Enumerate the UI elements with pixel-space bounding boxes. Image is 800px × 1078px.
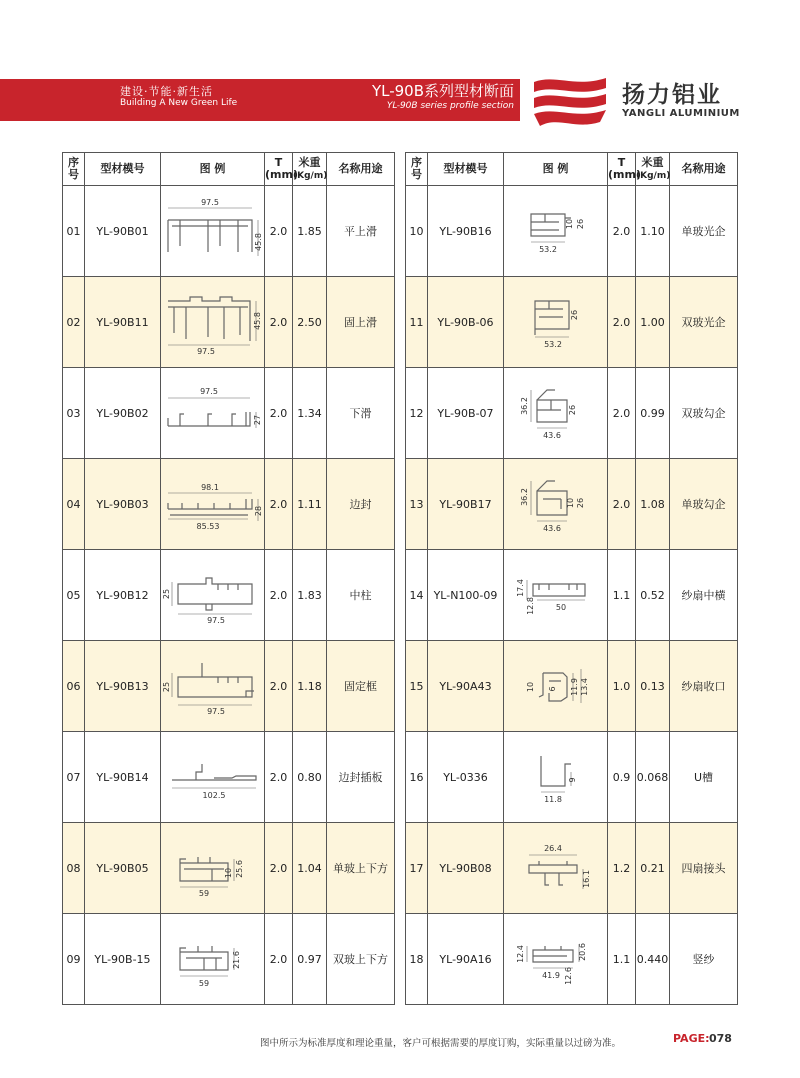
model-cell: YL-90B13 xyxy=(85,641,161,732)
svg-text:10: 10 xyxy=(564,218,574,230)
svg-text:16.1: 16.1 xyxy=(581,870,591,888)
profile-drawing xyxy=(162,469,264,539)
table-row xyxy=(406,277,738,368)
svg-text:36.2: 36.2 xyxy=(519,488,529,506)
thickness-cell: 1.1 xyxy=(608,914,636,1005)
weight-cell: 0.440 xyxy=(636,914,670,1005)
seq-cell: 07 xyxy=(63,732,85,823)
profile-table-right xyxy=(405,152,738,1005)
table-row xyxy=(406,823,738,914)
usage-cell: 四扇接头 xyxy=(670,823,738,914)
usage-cell: 单玻勾企 xyxy=(670,459,738,550)
profile-drawing xyxy=(505,924,607,994)
model-cell: YL-90B17 xyxy=(428,459,504,550)
svg-text:21.6: 21.6 xyxy=(231,951,241,969)
seq-cell: 11 xyxy=(406,277,428,368)
table-header-row xyxy=(63,153,395,186)
weight-cell: 1.18 xyxy=(293,641,327,732)
thickness-cell: 2.0 xyxy=(265,186,293,277)
brand-name-en: YANGLI ALUMINIUM xyxy=(622,108,740,119)
slogan-en: Building A New Green Life xyxy=(120,98,238,108)
svg-text:12.4: 12.4 xyxy=(515,945,525,963)
profile-drawing xyxy=(162,560,264,630)
col-seq: 序号 xyxy=(406,153,428,186)
weight-cell: 0.068 xyxy=(636,732,670,823)
usage-cell: 纱扇收口 xyxy=(670,641,738,732)
profile-drawing xyxy=(162,833,264,903)
figure-cell xyxy=(504,277,608,368)
model-cell: YL-90B05 xyxy=(85,823,161,914)
profile-table-left xyxy=(62,152,395,1005)
thickness-cell: 0.9 xyxy=(608,732,636,823)
profile-drawing xyxy=(162,378,264,448)
svg-text:10: 10 xyxy=(565,497,575,509)
usage-cell: U槽 xyxy=(670,732,738,823)
model-cell: YL-90B03 xyxy=(85,459,161,550)
table-row xyxy=(406,368,738,459)
thickness-cell: 1.1 xyxy=(608,550,636,641)
svg-text:11.8: 11.8 xyxy=(543,795,562,804)
thickness-cell: 2.0 xyxy=(265,550,293,641)
seq-cell: 09 xyxy=(63,914,85,1005)
thickness-cell: 1.0 xyxy=(608,641,636,732)
profile-drawing xyxy=(505,287,607,357)
col-weight: 米重 (Kg/m) xyxy=(636,153,670,186)
table-row xyxy=(406,914,738,1005)
svg-text:17.4: 17.4 xyxy=(515,579,525,597)
seq-cell: 10 xyxy=(406,186,428,277)
svg-text:10: 10 xyxy=(223,867,233,879)
svg-text:26.4: 26.4 xyxy=(543,844,562,853)
model-cell: YL-90A16 xyxy=(428,914,504,1005)
seq-cell: 12 xyxy=(406,368,428,459)
seq-cell: 16 xyxy=(406,732,428,823)
thickness-cell: 2.0 xyxy=(608,277,636,368)
svg-text:20.6: 20.6 xyxy=(577,943,587,961)
svg-text:28: 28 xyxy=(253,505,263,517)
weight-cell: 0.13 xyxy=(636,641,670,732)
svg-text:27: 27 xyxy=(252,414,262,426)
seq-cell: 13 xyxy=(406,459,428,550)
svg-text:85.53: 85.53 xyxy=(196,522,219,531)
usage-cell: 竖纱 xyxy=(670,914,738,1005)
figure-cell xyxy=(504,186,608,277)
svg-text:59: 59 xyxy=(198,889,209,898)
weight-cell: 2.50 xyxy=(293,277,327,368)
weight-cell: 1.83 xyxy=(293,550,327,641)
svg-text:50: 50 xyxy=(555,603,566,612)
model-cell: YL-90B02 xyxy=(85,368,161,459)
weight-cell: 0.80 xyxy=(293,732,327,823)
svg-text:53.2: 53.2 xyxy=(543,340,562,349)
usage-cell: 双玻上下方 xyxy=(327,914,395,1005)
profile-drawing xyxy=(162,196,264,266)
svg-text:36.2: 36.2 xyxy=(519,397,529,415)
page-title: YL-90B系列型材断面 xyxy=(371,82,514,100)
usage-cell: 中柱 xyxy=(327,550,395,641)
svg-text:6: 6 xyxy=(547,686,557,692)
figure-cell xyxy=(161,277,265,368)
figure-cell xyxy=(161,459,265,550)
svg-text:12.6: 12.6 xyxy=(563,967,573,985)
weight-cell: 1.10 xyxy=(636,186,670,277)
col-usage: 名称用途 xyxy=(327,153,395,186)
usage-cell: 双玻光企 xyxy=(670,277,738,368)
thickness-cell: 1.2 xyxy=(608,823,636,914)
seq-cell: 05 xyxy=(63,550,85,641)
model-cell: YL-0336 xyxy=(428,732,504,823)
page-number: 078 xyxy=(709,1032,732,1045)
weight-cell: 0.21 xyxy=(636,823,670,914)
seq-cell: 03 xyxy=(63,368,85,459)
usage-cell: 双玻勾企 xyxy=(670,368,738,459)
seq-cell: 14 xyxy=(406,550,428,641)
thickness-cell: 2.0 xyxy=(265,368,293,459)
thickness-cell: 2.0 xyxy=(265,641,293,732)
thickness-cell: 2.0 xyxy=(608,186,636,277)
weight-cell: 0.97 xyxy=(293,914,327,1005)
profile-drawing xyxy=(505,196,607,266)
svg-text:97.5: 97.5 xyxy=(206,616,225,625)
svg-text:10: 10 xyxy=(525,681,535,693)
seq-cell: 08 xyxy=(63,823,85,914)
profile-drawing xyxy=(505,378,607,448)
footer-note: 图中所示为标准厚度和理论重量，客户可根据需要的厚度订购，实际重量以过磅为准。 xyxy=(260,1038,622,1049)
svg-text:53.2: 53.2 xyxy=(538,245,557,254)
usage-cell: 边封 xyxy=(327,459,395,550)
profile-drawing xyxy=(505,560,607,630)
svg-text:45.8: 45.8 xyxy=(253,233,263,251)
seq-cell: 06 xyxy=(63,641,85,732)
svg-text:9: 9 xyxy=(567,777,577,783)
col-figure: 图 例 xyxy=(504,153,608,186)
svg-text:97.5: 97.5 xyxy=(206,707,225,716)
figure-cell xyxy=(504,914,608,1005)
figure-cell xyxy=(161,550,265,641)
svg-text:45.8: 45.8 xyxy=(252,312,262,330)
svg-text:97.5: 97.5 xyxy=(196,347,215,356)
thickness-cell: 2.0 xyxy=(265,823,293,914)
table-row xyxy=(63,550,395,641)
table-row xyxy=(406,550,738,641)
figure-cell xyxy=(161,641,265,732)
brand-logo-icon xyxy=(530,74,610,132)
usage-cell: 单玻上下方 xyxy=(327,823,395,914)
table-header-row xyxy=(406,153,738,186)
usage-cell: 边封插板 xyxy=(327,732,395,823)
figure-cell xyxy=(161,823,265,914)
profile-drawing xyxy=(162,924,264,994)
svg-text:26: 26 xyxy=(575,497,585,509)
model-cell: YL-90B-15 xyxy=(85,914,161,1005)
weight-cell: 0.52 xyxy=(636,550,670,641)
profile-drawing xyxy=(505,833,607,903)
profile-drawing xyxy=(505,742,607,812)
usage-cell: 固定框 xyxy=(327,641,395,732)
figure-cell xyxy=(161,368,265,459)
weight-cell: 0.99 xyxy=(636,368,670,459)
model-cell: YL-90B12 xyxy=(85,550,161,641)
table-row xyxy=(406,186,738,277)
svg-text:43.6: 43.6 xyxy=(542,524,561,533)
weight-cell: 1.11 xyxy=(293,459,327,550)
table-row xyxy=(63,914,395,1005)
table-row xyxy=(63,823,395,914)
model-cell: YL-90A43 xyxy=(428,641,504,732)
table-row xyxy=(406,732,738,823)
model-cell: YL-90B11 xyxy=(85,277,161,368)
table-row xyxy=(63,732,395,823)
figure-cell xyxy=(504,641,608,732)
table-row xyxy=(63,459,395,550)
seq-cell: 18 xyxy=(406,914,428,1005)
col-thickness: T (mm) xyxy=(265,153,293,186)
seq-cell: 17 xyxy=(406,823,428,914)
thickness-cell: 2.0 xyxy=(265,732,293,823)
weight-cell: 1.34 xyxy=(293,368,327,459)
usage-cell: 平上滑 xyxy=(327,186,395,277)
page-subtitle: YL-90B series profile section xyxy=(386,101,514,111)
usage-cell: 单玻光企 xyxy=(670,186,738,277)
page-label: PAGE: xyxy=(673,1032,710,1045)
col-model: 型材模号 xyxy=(428,153,504,186)
profile-drawing xyxy=(162,651,264,721)
model-cell: YL-90B-06 xyxy=(428,277,504,368)
table-row xyxy=(63,186,395,277)
weight-cell: 1.08 xyxy=(636,459,670,550)
thickness-cell: 2.0 xyxy=(265,914,293,1005)
svg-text:59: 59 xyxy=(198,979,209,988)
slogan-cn: 建设·节能·新生活 xyxy=(120,85,213,98)
weight-cell: 1.04 xyxy=(293,823,327,914)
svg-text:102.5: 102.5 xyxy=(202,791,225,800)
model-cell: YL-90B14 xyxy=(85,732,161,823)
profile-drawing xyxy=(162,742,264,812)
figure-cell xyxy=(161,732,265,823)
svg-text:97.5: 97.5 xyxy=(199,387,218,396)
svg-text:25.6: 25.6 xyxy=(234,860,244,878)
thickness-cell: 2.0 xyxy=(608,459,636,550)
svg-text:11.9: 11.9 xyxy=(569,678,579,696)
model-cell: YL-90B16 xyxy=(428,186,504,277)
model-cell: YL-90B01 xyxy=(85,186,161,277)
svg-text:26: 26 xyxy=(575,218,585,230)
weight-cell: 1.85 xyxy=(293,186,327,277)
weight-cell: 1.00 xyxy=(636,277,670,368)
table-row xyxy=(63,641,395,732)
seq-cell: 04 xyxy=(63,459,85,550)
figure-cell xyxy=(504,459,608,550)
usage-cell: 下滑 xyxy=(327,368,395,459)
svg-text:26: 26 xyxy=(569,309,579,321)
svg-text:25: 25 xyxy=(161,588,171,600)
profile-drawing xyxy=(505,651,607,721)
profile-drawing xyxy=(505,469,607,539)
usage-cell: 固上滑 xyxy=(327,277,395,368)
brand-name-cn: 扬力铝业 xyxy=(622,82,722,108)
table-row xyxy=(406,459,738,550)
table-row xyxy=(406,641,738,732)
thickness-cell: 2.0 xyxy=(265,277,293,368)
profile-drawing xyxy=(162,287,264,357)
figure-cell xyxy=(504,368,608,459)
table-row xyxy=(63,277,395,368)
col-thickness: T (mm) xyxy=(608,153,636,186)
col-figure: 图 例 xyxy=(161,153,265,186)
col-seq: 序号 xyxy=(63,153,85,186)
col-weight: 米重 (Kg/m) xyxy=(293,153,327,186)
figure-cell xyxy=(161,186,265,277)
figure-cell xyxy=(504,550,608,641)
seq-cell: 02 xyxy=(63,277,85,368)
svg-text:26: 26 xyxy=(567,404,577,416)
col-model: 型材模号 xyxy=(85,153,161,186)
model-cell: YL-90B08 xyxy=(428,823,504,914)
svg-text:13.4: 13.4 xyxy=(579,678,589,696)
model-cell: YL-N100-09 xyxy=(428,550,504,641)
figure-cell xyxy=(504,732,608,823)
svg-text:25: 25 xyxy=(161,681,171,693)
col-usage: 名称用途 xyxy=(670,153,738,186)
svg-text:98.1: 98.1 xyxy=(200,483,219,492)
usage-cell: 纱扇中横 xyxy=(670,550,738,641)
thickness-cell: 2.0 xyxy=(265,459,293,550)
seq-cell: 15 xyxy=(406,641,428,732)
svg-text:41.9: 41.9 xyxy=(541,971,560,980)
model-cell: YL-90B-07 xyxy=(428,368,504,459)
svg-text:97.5: 97.5 xyxy=(200,198,219,207)
table-row xyxy=(63,368,395,459)
thickness-cell: 2.0 xyxy=(608,368,636,459)
figure-cell xyxy=(161,914,265,1005)
figure-cell xyxy=(504,823,608,914)
svg-text:43.6: 43.6 xyxy=(542,431,561,440)
seq-cell: 01 xyxy=(63,186,85,277)
svg-text:12.8: 12.8 xyxy=(525,597,535,615)
